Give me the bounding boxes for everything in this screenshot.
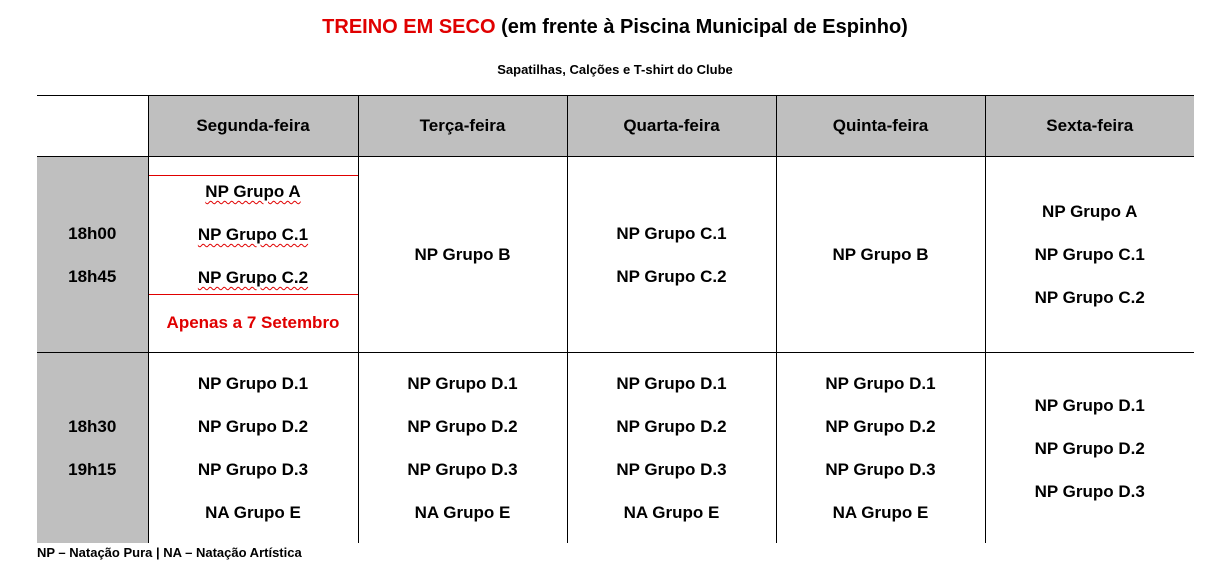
cell-friday — [985, 157, 1194, 353]
group-label: NP Grupo B — [832, 245, 929, 264]
group-label: NP Grupo D.1 — [197, 374, 309, 393]
page-subtitle: Sapatilhas, Calções e T-shirt do Clube — [497, 62, 733, 77]
group-label: NP Grupo D.1 — [825, 374, 936, 393]
group-label: NP Grupo D.3 — [616, 460, 727, 479]
day-header-wednesday: Quarta-feira — [567, 96, 776, 157]
time-start: 18h30 — [68, 417, 117, 436]
time-end: 19h15 — [68, 460, 117, 479]
group-label: NP Grupo D.2 — [825, 417, 936, 436]
group-label: NP Grupo A — [1042, 202, 1138, 221]
group-label: NP Grupo C.2 — [1034, 288, 1145, 307]
group-label: NP Grupo D.1 — [1034, 395, 1145, 415]
group-label: NA Grupo E — [623, 503, 720, 522]
cell-thursday — [776, 353, 985, 544]
day-header-friday: Sexta-feira — [985, 96, 1194, 157]
title-highlight: TREINO EM SECO — [322, 16, 496, 38]
schedule-row — [37, 157, 1194, 353]
group-label: NP Grupo C.2 — [197, 268, 309, 287]
group-label: NP Grupo C.1 — [616, 223, 727, 243]
corner-cell — [37, 96, 148, 157]
day-header-thursday: Quinta-feira — [776, 96, 985, 157]
group-label: NP Grupo C.2 — [616, 266, 727, 286]
header-row — [37, 96, 1194, 157]
group-label: NP Grupo D.2 — [1034, 438, 1145, 458]
cell-wednesday — [567, 353, 776, 544]
cell-monday — [148, 353, 358, 544]
group-label: NP Grupo C.1 — [197, 225, 309, 244]
cell-tuesday — [358, 157, 567, 353]
group-label: NP Grupo D.1 — [407, 374, 518, 393]
monday-note: Apenas a 7 Setembro — [166, 313, 340, 332]
cell-tuesday — [358, 353, 567, 544]
group-label: NP Grupo B — [414, 245, 511, 264]
group-label: NP Grupo D.3 — [825, 460, 936, 479]
title-location: (em frente à Piscina Municipal de Espinho) — [501, 16, 908, 38]
group-label: NA Grupo E — [414, 503, 511, 522]
time-start: 18h00 — [68, 223, 117, 243]
time-slot — [37, 157, 148, 353]
group-label: NP Grupo D.1 — [616, 374, 727, 393]
monday-highlight-box — [149, 175, 358, 295]
cell-thursday — [776, 157, 985, 353]
group-label: NP Grupo D.3 — [407, 460, 518, 479]
schedule-table — [37, 95, 1194, 543]
day-header-tuesday: Terça-feira — [358, 96, 567, 157]
cell-friday — [985, 353, 1194, 544]
page-title — [0, 16, 1213, 39]
schedule-row — [37, 353, 1194, 544]
group-label: NP Grupo D.3 — [1034, 481, 1145, 501]
group-label: NP Grupo A — [205, 182, 301, 201]
group-label: NP Grupo D.2 — [407, 417, 518, 436]
time-end: 18h45 — [68, 266, 117, 286]
group-label: NA Grupo E — [832, 503, 929, 522]
legend-footer: NP – Natação Pura | NA – Natação Artística — [37, 545, 302, 560]
group-label: NP Grupo C.1 — [1034, 245, 1145, 264]
time-slot — [37, 353, 148, 544]
group-label: NP Grupo D.2 — [197, 417, 309, 436]
group-label: NA Grupo E — [205, 503, 301, 522]
group-label: NP Grupo D.3 — [197, 460, 309, 479]
group-label: NP Grupo D.2 — [616, 417, 727, 436]
day-header-monday: Segunda-feira — [148, 96, 358, 157]
cell-wednesday — [567, 157, 776, 353]
cell-monday — [148, 157, 358, 353]
